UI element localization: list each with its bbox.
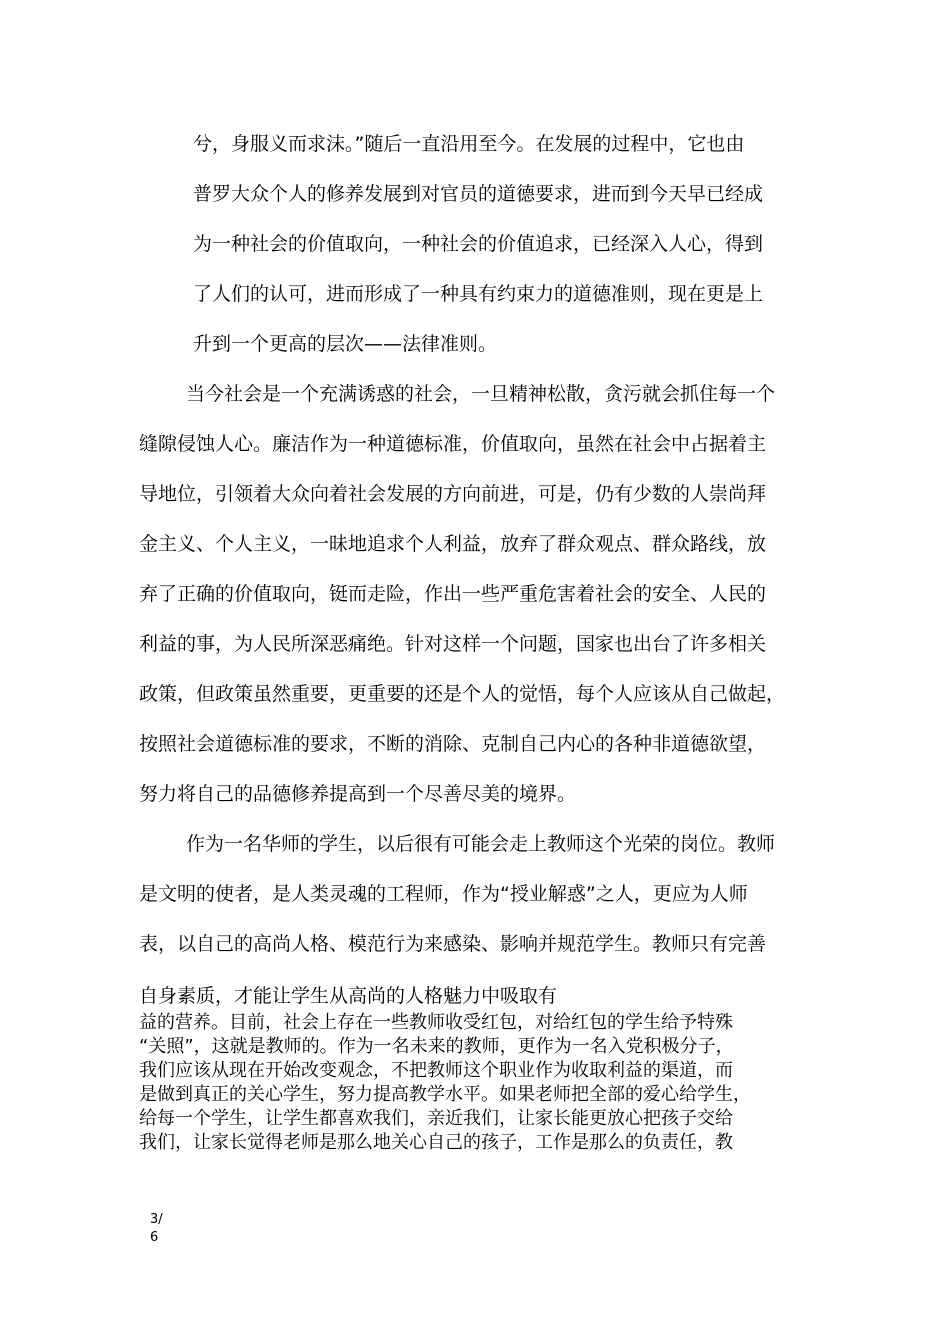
text-line: 努力将自己的品德修养提高到一个尽善尽美的境界。 (139, 783, 577, 805)
text-line: “关照”，这就是教师的。作为一名未来的教师，更作为一名入党积极分子， (139, 1036, 734, 1057)
text-line: 升到一个更高的层次——法律准则。 (193, 333, 498, 355)
text-line: 为一种社会的价值取向，一种社会的价值追求，已经深入人心，得到 (193, 233, 764, 255)
text-line: 按照社会道德标准的要求，不断的消除、克制自己内心的各种非道德欲望， (139, 733, 767, 755)
text-line: 是文明的使者，是人类灵魂的工程师，作为“授业解惑”之人，更应为人师 (139, 883, 748, 905)
text-line: 利益的事，为人民所深恶痛绝。针对这样一个问题，国家也出台了许多相关 (139, 633, 767, 655)
text-line: 普罗大众个人的修养发展到对官员的道德要求，进而到今天早已经成 (193, 183, 764, 205)
text-line: 弃了正确的价值取向，铤而走险，作出一些严重危害着社会的安全、人民的 (139, 583, 767, 605)
page-number-bottom: 6 (150, 1230, 159, 1245)
text-line: 缝隙侵蚀人心。廉洁作为一种道德标准，价值取向，虽然在社会中占据着主 (139, 433, 767, 455)
text-line: 金主义、个人主义，一昧地追求个人利益，放弃了群众观点、群众路线，放 (139, 533, 767, 555)
text-line: 作为一名华师的学生，以后很有可能会走上教师这个光荣的岗位。教师 (186, 833, 776, 855)
text-line: 了人们的认可，进而形成了一种具有约束力的道德准则，现在更是上 (193, 283, 764, 305)
text-line: 政策，但政策虽然重要，更重要的还是个人的觉悟，每个人应该从自己做起， (139, 683, 786, 705)
text-line: 我们，让家长觉得老师是那么地关心自己的孩子，工作是那么的负责任，教 (139, 1132, 733, 1153)
text-line: 当今社会是一个充满诱惑的社会，一旦精神松散，贪污就会抓住每一个 (186, 383, 776, 405)
text-line: 表，以自己的高尚人格、模范行为来感染、影响并规范学生。教师只有完善 (139, 933, 767, 955)
text-line: 兮，身服义而求沫。”随后一直沿用至今。在发展的过程中，它也由 (193, 133, 745, 155)
page-number-top: 3/ (150, 1212, 163, 1227)
text-line: 给每一个学生，让学生都喜欢我们，亲近我们，让家长能更放心把孩子交给 (139, 1108, 733, 1129)
text-line: 是做到真正的关心学生，努力提高教学水平。如果老师把全部的爱心给学生， (139, 1084, 751, 1105)
text-line: 益的营养。目前，社会上存在一些教师收受红包，对给红包的学生给予特殊 (139, 1012, 733, 1033)
text-line: 导地位，引领着大众向着社会发展的方向前进，可是，仍有少数的人崇尚拜 (139, 483, 767, 505)
text-line: 自身素质，才能让学生从高尚的人格魅力中吸取有 (139, 985, 558, 1007)
text-line: 我们应该从现在开始改变观念，不把教师这个职业作为收取利益的渠道，而 (139, 1060, 733, 1081)
